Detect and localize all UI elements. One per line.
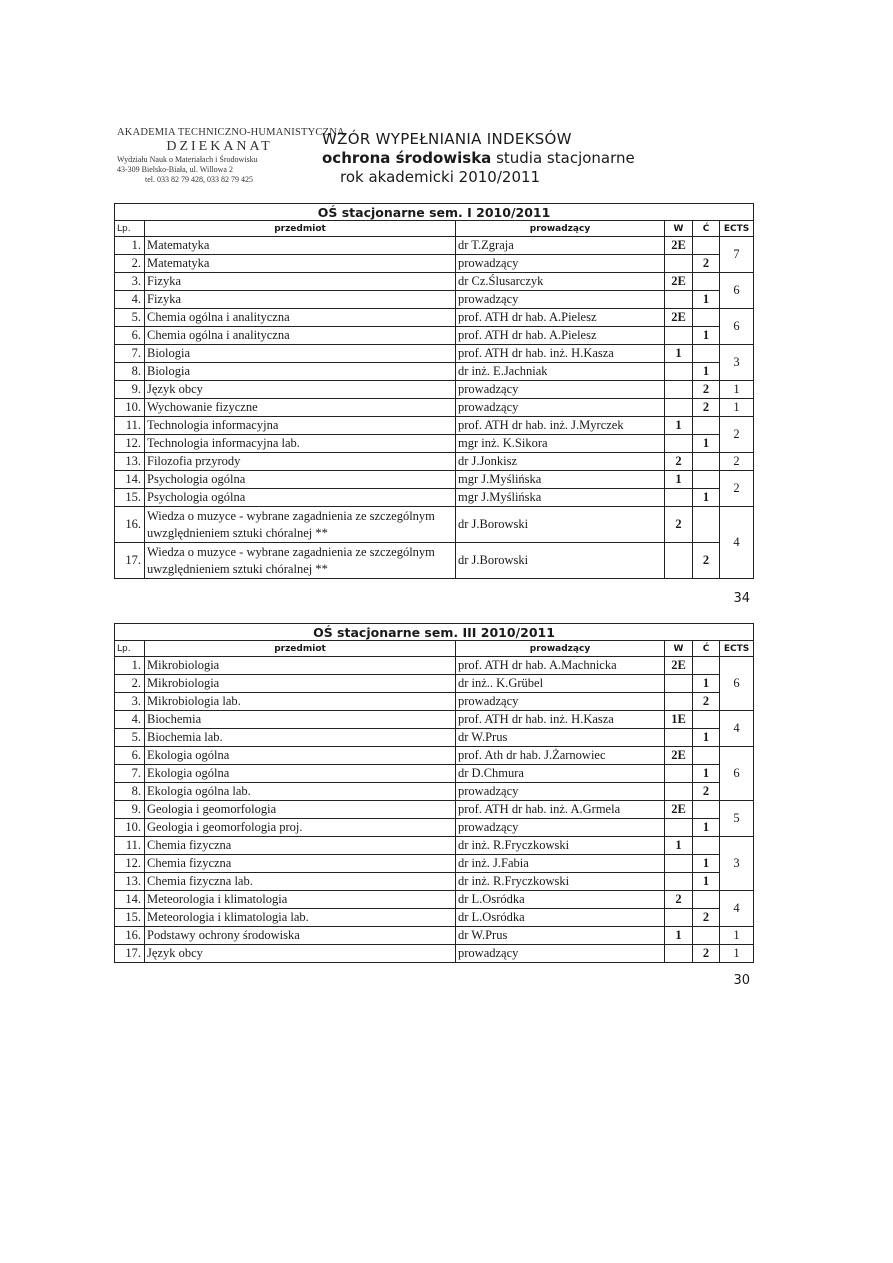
subject-cell: Filozofia przyrody	[145, 453, 456, 471]
table-row	[115, 837, 754, 855]
exercise-hours-cell: 1	[693, 855, 720, 873]
subject-cell: Meteorologia i klimatologia lab.	[145, 909, 456, 927]
row-number: 17.	[115, 945, 145, 963]
lecture-hours-cell	[665, 819, 693, 837]
exercise-hours-cell: 1	[693, 489, 720, 507]
ects-total: 34	[733, 591, 750, 606]
field-name: ochrona środowiska	[322, 149, 492, 167]
table-row	[115, 657, 754, 675]
table-row	[115, 729, 754, 747]
ects-cell: 7	[720, 237, 754, 273]
exercise-hours-cell	[693, 801, 720, 819]
teacher-cell: dr W.Prus	[456, 729, 665, 747]
row-number: 2.	[115, 675, 145, 693]
subject-cell: Geologia i geomorfologia proj.	[145, 819, 456, 837]
row-number: 16.	[115, 927, 145, 945]
lecture-hours-cell	[665, 945, 693, 963]
ects-cell: 4	[720, 711, 754, 747]
row-number: 6.	[115, 327, 145, 345]
row-number: 14.	[115, 471, 145, 489]
subject-cell: Ekologia ogólna	[145, 747, 456, 765]
lecture-hours-cell	[665, 327, 693, 345]
ects-cell: 4	[720, 891, 754, 927]
header-ects: ECTS	[720, 641, 754, 657]
exercise-hours-cell	[693, 927, 720, 945]
lecture-hours-cell: 2	[665, 891, 693, 909]
lecture-hours-cell	[665, 783, 693, 801]
row-number: 12.	[115, 435, 145, 453]
table-row	[115, 765, 754, 783]
exercise-hours-cell	[693, 711, 720, 729]
row-number: 15.	[115, 909, 145, 927]
row-number: 17.	[115, 543, 145, 579]
exercise-hours-cell	[693, 507, 720, 543]
subject-cell: Chemia fizyczna	[145, 837, 456, 855]
ects-cell: 2	[720, 417, 754, 453]
teacher-cell: dr inż.. K.Grübel	[456, 675, 665, 693]
header-lp: Lp.	[115, 641, 145, 657]
exercise-hours-cell	[693, 417, 720, 435]
exercise-hours-cell	[693, 471, 720, 489]
subject-cell: Fizyka	[145, 273, 456, 291]
table-row	[115, 273, 754, 291]
ects-cell: 3	[720, 837, 754, 891]
teacher-cell: prowadzący	[456, 255, 665, 273]
lecture-hours-cell: 2E	[665, 747, 693, 765]
lecture-hours-cell	[665, 399, 693, 417]
row-number: 8.	[115, 363, 145, 381]
teacher-cell: prof. ATH dr hab. inż. A.Grmela	[456, 801, 665, 819]
table-row	[115, 291, 754, 309]
teacher-cell: prof. ATH dr hab. A.Pielesz	[456, 309, 665, 327]
subject-cell: Podstawy ochrony środowiska	[145, 927, 456, 945]
subject-cell: Chemia fizyczna lab.	[145, 873, 456, 891]
row-number: 6.	[115, 747, 145, 765]
stamp-academy-name: AKADEMIA TECHNICZNO-HUMANISTYCZNA	[117, 127, 345, 138]
subject-cell: Technologia informacyjna lab.	[145, 435, 456, 453]
stamp-office-name: DZIEKANAT	[166, 139, 273, 154]
teacher-cell: dr L.Osródka	[456, 909, 665, 927]
table-row	[115, 747, 754, 765]
teacher-cell: prowadzący	[456, 381, 665, 399]
exercise-hours-cell: 1	[693, 291, 720, 309]
lecture-hours-cell: 2E	[665, 801, 693, 819]
subject-cell: Matematyka	[145, 237, 456, 255]
ects-cell: 6	[720, 273, 754, 309]
subject-cell: Biochemia	[145, 711, 456, 729]
ects-cell: 2	[720, 453, 754, 471]
subject-cell: Fizyka	[145, 291, 456, 309]
teacher-cell: dr W.Prus	[456, 927, 665, 945]
lecture-hours-cell: 1	[665, 345, 693, 363]
ects-cell: 6	[720, 747, 754, 801]
table-row	[115, 399, 754, 417]
teacher-cell: dr inż. R.Fryczkowski	[456, 837, 665, 855]
teacher-cell: prof. ATH dr hab. inż. H.Kasza	[456, 711, 665, 729]
table-row	[115, 417, 754, 435]
exercise-hours-cell: 2	[693, 909, 720, 927]
subject-cell: Wiedza o muzyce - wybrane zagadnienia ze szczególnym uwzględnieniem sztuki chóralnej **	[145, 507, 456, 543]
ects-cell: 1	[720, 381, 754, 399]
subject-cell: Chemia ogólna i analityczna	[145, 327, 456, 345]
exercise-hours-cell: 1	[693, 765, 720, 783]
subject-cell: Geologia i geomorfologia	[145, 801, 456, 819]
teacher-cell: dr inż. R.Fryczkowski	[456, 873, 665, 891]
subject-cell: Język obcy	[145, 945, 456, 963]
table-row	[115, 675, 754, 693]
lecture-hours-cell	[665, 909, 693, 927]
lecture-hours-cell	[665, 855, 693, 873]
lecture-hours-cell: 2E	[665, 657, 693, 675]
exercise-hours-cell: 1	[693, 435, 720, 453]
header-teacher: prowadzący	[456, 641, 665, 657]
subject-cell: Chemia ogólna i analityczna	[145, 309, 456, 327]
teacher-cell: dr J.Jonkisz	[456, 453, 665, 471]
table-title: OŚ stacjonarne sem. III 2010/2011	[115, 624, 754, 641]
ects-cell: 6	[720, 657, 754, 711]
row-number: 14.	[115, 891, 145, 909]
lecture-hours-cell	[665, 363, 693, 381]
subject-cell: Chemia fizyczna	[145, 855, 456, 873]
table-row	[115, 363, 754, 381]
row-number: 16.	[115, 507, 145, 543]
exercise-hours-cell	[693, 345, 720, 363]
semester-1-table	[114, 203, 754, 579]
lecture-hours-cell: 2	[665, 507, 693, 543]
stamp-address: 43-309 Bielsko-Biała, ul. Willowa 2	[117, 165, 233, 174]
lecture-hours-cell: 1	[665, 471, 693, 489]
subject-cell: Biologia	[145, 345, 456, 363]
lecture-hours-cell	[665, 693, 693, 711]
subject-cell: Mikrobiologia lab.	[145, 693, 456, 711]
teacher-cell: dr L.Osródka	[456, 891, 665, 909]
ects-cell: 5	[720, 801, 754, 837]
table-row	[115, 489, 754, 507]
exercise-hours-cell	[693, 237, 720, 255]
table-row	[115, 711, 754, 729]
row-number: 5.	[115, 729, 145, 747]
table-row	[115, 309, 754, 327]
lecture-hours-cell	[665, 291, 693, 309]
subject-cell: Ekologia ogólna lab.	[145, 783, 456, 801]
table-row	[115, 945, 754, 963]
semester-3-table	[114, 623, 754, 963]
table-row	[115, 819, 754, 837]
table-row	[115, 381, 754, 399]
lecture-hours-cell: 1E	[665, 711, 693, 729]
row-number: 13.	[115, 873, 145, 891]
table-row	[115, 543, 754, 579]
teacher-cell: mgr J.Myślińska	[456, 489, 665, 507]
row-number: 2.	[115, 255, 145, 273]
row-number: 1.	[115, 237, 145, 255]
row-number: 5.	[115, 309, 145, 327]
exercise-hours-cell: 1	[693, 327, 720, 345]
lecture-hours-cell: 1	[665, 837, 693, 855]
teacher-cell: prowadzący	[456, 819, 665, 837]
exercise-hours-cell: 2	[693, 783, 720, 801]
lecture-hours-cell: 2E	[665, 309, 693, 327]
table-row	[115, 471, 754, 489]
table-row	[115, 453, 754, 471]
teacher-cell: prof. ATH dr hab. A.Pielesz	[456, 327, 665, 345]
subject-cell: Biologia	[145, 363, 456, 381]
exercise-hours-cell	[693, 891, 720, 909]
row-number: 9.	[115, 381, 145, 399]
ects-cell: 2	[720, 471, 754, 507]
exercise-hours-cell: 1	[693, 873, 720, 891]
lecture-hours-cell	[665, 765, 693, 783]
row-number: 11.	[115, 417, 145, 435]
academic-year: rok akademicki 2010/2011	[340, 168, 541, 186]
subject-cell: Psychologia ogólna	[145, 471, 456, 489]
row-number: 11.	[115, 837, 145, 855]
header-subject: przedmiot	[145, 221, 456, 237]
subject-cell: Meteorologia i klimatologia	[145, 891, 456, 909]
teacher-cell: mgr J.Myślińska	[456, 471, 665, 489]
teacher-cell: dr D.Chmura	[456, 765, 665, 783]
teacher-cell: dr T.Zgraja	[456, 237, 665, 255]
lecture-hours-cell: 1	[665, 417, 693, 435]
header-w: W	[665, 641, 693, 657]
subject-cell: Mikrobiologia	[145, 657, 456, 675]
header-subject: przedmiot	[145, 641, 456, 657]
stamp-faculty: Wydziału Nauk o Materiałach i Środowisku	[117, 155, 258, 164]
subject-cell: Wychowanie fizyczne	[145, 399, 456, 417]
lecture-hours-cell	[665, 381, 693, 399]
exercise-hours-cell	[693, 309, 720, 327]
row-number: 3.	[115, 693, 145, 711]
exercise-hours-cell: 2	[693, 693, 720, 711]
table-row	[115, 801, 754, 819]
subject-cell: Język obcy	[145, 381, 456, 399]
ects-cell: 4	[720, 507, 754, 579]
exercise-hours-cell: 1	[693, 363, 720, 381]
dean-office-stamp	[117, 127, 345, 185]
row-number: 15.	[115, 489, 145, 507]
stamp-phone: tel. 033 82 79 428, 033 82 79 425	[145, 175, 253, 184]
ects-cell: 1	[720, 399, 754, 417]
row-number: 4.	[115, 291, 145, 309]
subject-cell: Technologia informacyjna	[145, 417, 456, 435]
ects-cell: 3	[720, 345, 754, 381]
lecture-hours-cell	[665, 675, 693, 693]
teacher-cell: dr Cz.Ślusarczyk	[456, 273, 665, 291]
ects-cell: 1	[720, 945, 754, 963]
row-number: 10.	[115, 399, 145, 417]
table-row	[115, 345, 754, 363]
table-row	[115, 435, 754, 453]
table-row	[115, 909, 754, 927]
ects-cell: 1	[720, 927, 754, 945]
row-number: 9.	[115, 801, 145, 819]
table-row	[115, 855, 754, 873]
lecture-hours-cell	[665, 255, 693, 273]
row-number: 7.	[115, 765, 145, 783]
subject-cell: Biochemia lab.	[145, 729, 456, 747]
exercise-hours-cell: 2	[693, 945, 720, 963]
teacher-cell: prowadzący	[456, 399, 665, 417]
header-lp: Lp.	[115, 221, 145, 237]
row-number: 10.	[115, 819, 145, 837]
exercise-hours-cell: 1	[693, 675, 720, 693]
row-number: 7.	[115, 345, 145, 363]
table-title: OŚ stacjonarne sem. I 2010/2011	[115, 204, 754, 221]
exercise-hours-cell: 2	[693, 543, 720, 579]
exercise-hours-cell: 1	[693, 729, 720, 747]
ects-cell: 6	[720, 309, 754, 345]
teacher-cell: dr inż. J.Fabia	[456, 855, 665, 873]
row-number: 8.	[115, 783, 145, 801]
subject-cell: Mikrobiologia	[145, 675, 456, 693]
teacher-cell: prowadzący	[456, 291, 665, 309]
teacher-cell: mgr inż. K.Sikora	[456, 435, 665, 453]
table-row	[115, 873, 754, 891]
teacher-cell: dr J.Borowski	[456, 507, 665, 543]
header-teacher: prowadzący	[456, 221, 665, 237]
row-number: 1.	[115, 657, 145, 675]
lecture-hours-cell: 1	[665, 927, 693, 945]
header-ects: ECTS	[720, 221, 754, 237]
lecture-hours-cell: 2E	[665, 273, 693, 291]
header-c: Ć	[693, 641, 720, 657]
teacher-cell: prof. Ath dr hab. J.Żarnowiec	[456, 747, 665, 765]
teacher-cell: prowadzący	[456, 783, 665, 801]
lecture-hours-cell	[665, 873, 693, 891]
teacher-cell: prof. ATH dr hab. inż. J.Myrczek	[456, 417, 665, 435]
document-title: WZÓR WYPEŁNIANIA INDEKSÓW	[322, 130, 572, 148]
teacher-cell: prowadzący	[456, 693, 665, 711]
lecture-hours-cell: 2E	[665, 237, 693, 255]
row-number: 3.	[115, 273, 145, 291]
exercise-hours-cell	[693, 747, 720, 765]
table-row	[115, 783, 754, 801]
exercise-hours-cell: 1	[693, 819, 720, 837]
study-mode: studia stacjonarne	[491, 149, 635, 167]
exercise-hours-cell	[693, 453, 720, 471]
field-of-study	[322, 149, 635, 167]
lecture-hours-cell	[665, 729, 693, 747]
document-header	[322, 130, 635, 186]
table-row	[115, 693, 754, 711]
teacher-cell: prowadzący	[456, 945, 665, 963]
table-row	[115, 327, 754, 345]
lecture-hours-cell	[665, 489, 693, 507]
exercise-hours-cell: 2	[693, 255, 720, 273]
teacher-cell: dr inż. E.Jachniak	[456, 363, 665, 381]
exercise-hours-cell	[693, 273, 720, 291]
table-row	[115, 927, 754, 945]
subject-cell: Matematyka	[145, 255, 456, 273]
subject-cell: Psychologia ogólna	[145, 489, 456, 507]
exercise-hours-cell: 2	[693, 399, 720, 417]
table-row	[115, 237, 754, 255]
exercise-hours-cell	[693, 657, 720, 675]
exercise-hours-cell	[693, 837, 720, 855]
teacher-cell: dr J.Borowski	[456, 543, 665, 579]
lecture-hours-cell	[665, 543, 693, 579]
table-row	[115, 255, 754, 273]
teacher-cell: prof. ATH dr hab. A.Machnicka	[456, 657, 665, 675]
subject-cell: Wiedza o muzyce - wybrane zagadnienia ze szczególnym uwzględnieniem sztuki chóralnej **	[145, 543, 456, 579]
subject-cell: Ekologia ogólna	[145, 765, 456, 783]
row-number: 12.	[115, 855, 145, 873]
header-w: W	[665, 221, 693, 237]
table-row	[115, 507, 754, 543]
lecture-hours-cell	[665, 435, 693, 453]
exercise-hours-cell: 2	[693, 381, 720, 399]
table-row	[115, 891, 754, 909]
ects-total: 30	[733, 973, 750, 988]
lecture-hours-cell: 2	[665, 453, 693, 471]
header-c: Ć	[693, 221, 720, 237]
row-number: 13.	[115, 453, 145, 471]
row-number: 4.	[115, 711, 145, 729]
teacher-cell: prof. ATH dr hab. inż. H.Kasza	[456, 345, 665, 363]
